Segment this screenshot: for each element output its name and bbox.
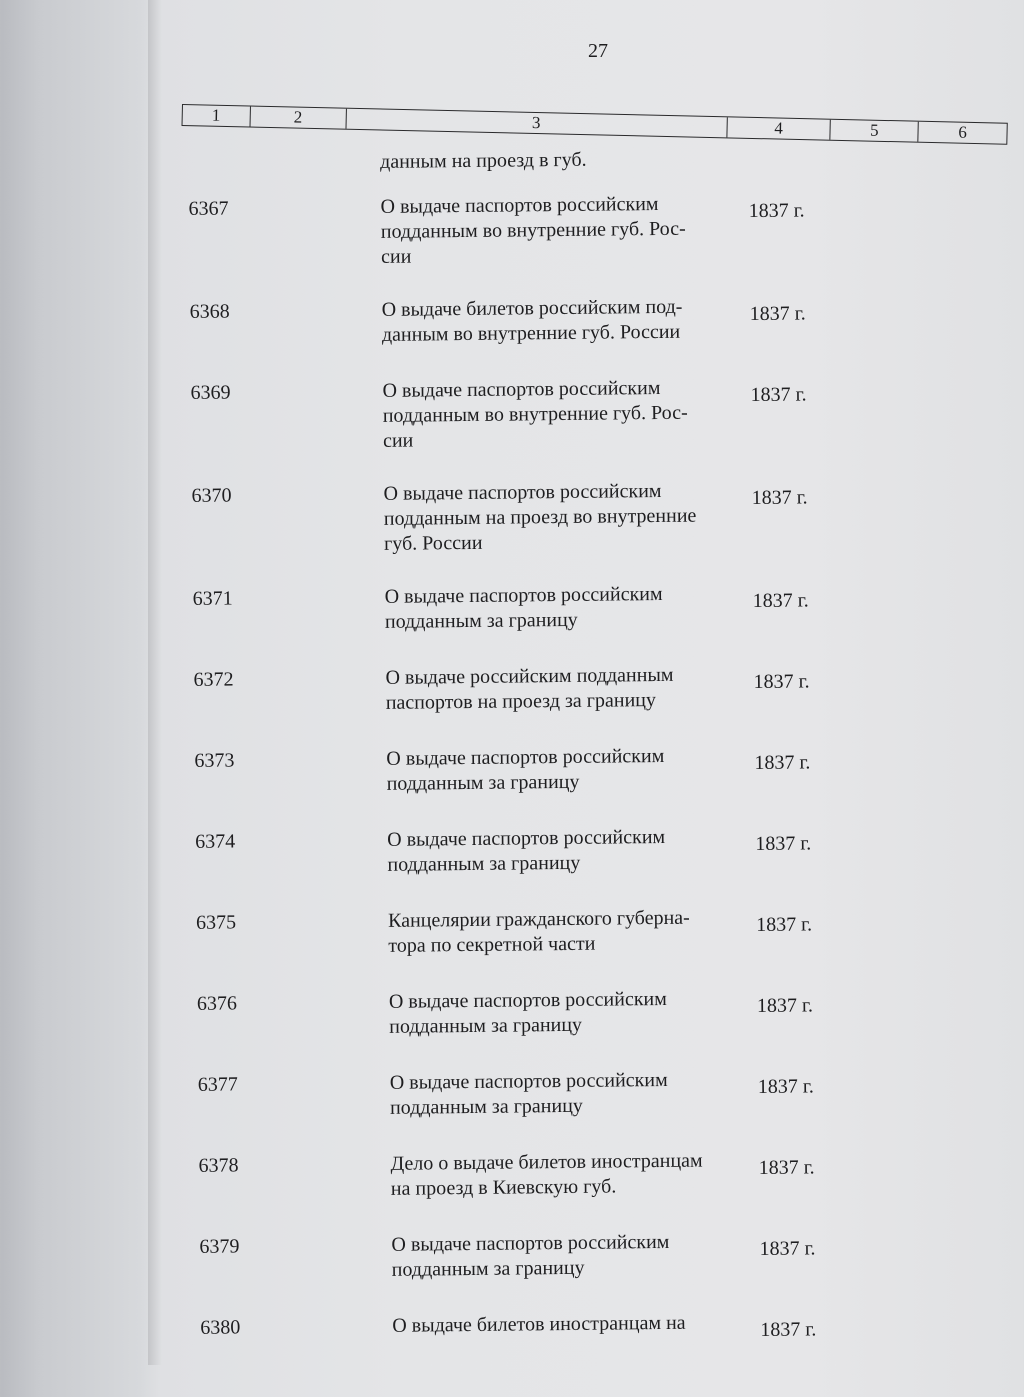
record-number: 6370	[191, 484, 232, 507]
record-title	[386, 743, 747, 828]
record-number: 6371	[192, 587, 233, 610]
record-row	[180, 189, 901, 300]
record-title	[383, 478, 744, 585]
record-number: 6374	[195, 830, 236, 853]
record-row	[182, 292, 903, 381]
record-title-line: О выдаче билетов иностранцам на	[392, 1311, 686, 1337]
record-title-line: О выдаче паспортов российским	[386, 744, 665, 770]
records-list	[180, 144, 913, 1396]
column-header-6: 6	[958, 122, 968, 142]
record-title	[385, 581, 746, 666]
column-header-5: 5	[831, 120, 919, 142]
record-row	[183, 476, 904, 587]
record-row	[190, 1065, 911, 1154]
record-row	[188, 903, 909, 992]
record-number: 6377	[197, 1073, 238, 1096]
record-date: 1837 г.	[759, 1237, 816, 1260]
record-title	[390, 1067, 751, 1152]
record-title-line: Дело о выдаче билетов иностранцам	[390, 1149, 703, 1175]
record-title	[380, 191, 741, 298]
record-title-line: О выдаче паспортов российским	[389, 1068, 668, 1094]
record-title-line: О выдаче паспортов российским	[383, 479, 662, 505]
record-title-line: подданным за границу	[391, 1256, 585, 1281]
record-title-line: подданным за границу	[389, 1094, 583, 1119]
record-title	[390, 1148, 751, 1233]
record-title-line: подданным за границу	[389, 1013, 583, 1038]
record-number: 6372	[193, 668, 234, 691]
record-date: 1837 г.	[752, 589, 809, 613]
page-binding-shadow	[148, 0, 162, 1365]
record-title-line: О выдаче паспортов российским	[388, 987, 667, 1013]
record-title-line: О выдаче билетов российским под-	[381, 295, 683, 321]
record-row	[182, 373, 903, 484]
record-row	[189, 984, 910, 1073]
continuation-text: данным на проезд в губ.	[379, 148, 587, 173]
record-title-line: подданным за границу	[386, 770, 580, 795]
record-title	[392, 1310, 753, 1395]
column-header-row	[182, 104, 1008, 145]
column-header-3: 3	[346, 109, 727, 138]
record-title-line: подданным во внутренние губ. Рос-	[382, 401, 688, 427]
record-number: 6378	[198, 1154, 239, 1177]
record-row	[192, 1308, 913, 1397]
record-title-line: подданным за границу	[384, 608, 578, 633]
record-number: 6375	[195, 911, 237, 934]
record-date: 1837 г.	[748, 199, 805, 223]
record-title-line: подданным за границу	[387, 851, 581, 876]
record-title-line: тора по секретной части	[388, 932, 596, 957]
record-row	[185, 579, 906, 668]
record-number: 6367	[188, 197, 229, 220]
record-title-line: подданным во внутренние губ. Рос-	[380, 217, 686, 243]
record-row	[185, 660, 906, 749]
record-title-line: на проезд в Киевскую губ.	[390, 1175, 617, 1200]
record-number: 6379	[199, 1235, 240, 1258]
record-number: 6376	[196, 992, 238, 1015]
column-header-4: 4	[727, 117, 831, 139]
record-title	[385, 662, 746, 747]
record-title	[391, 1229, 752, 1314]
record-title	[382, 375, 743, 482]
column-header-2: 2	[250, 107, 346, 129]
record-row	[187, 822, 908, 911]
record-title-line: О выдаче паспортов российским	[384, 582, 663, 608]
record-row	[191, 1227, 912, 1316]
record-title-line: губ. России	[383, 531, 483, 555]
record-title-line: паспортов на проезд за границу	[385, 689, 657, 714]
record-number: 6368	[189, 300, 230, 323]
record-title-line: О выдаче паспортов российским	[387, 825, 666, 851]
page-number: 27	[588, 40, 608, 62]
record-date: 1837 г.	[751, 486, 808, 510]
record-number: 6373	[194, 749, 235, 772]
record-title-line: сии	[380, 245, 412, 268]
record-title	[389, 986, 750, 1071]
record-date: 1837 г.	[749, 302, 806, 326]
record-date: 1837 г.	[755, 832, 812, 856]
record-number: 6369	[190, 381, 231, 404]
record-title	[388, 905, 749, 990]
record-title	[387, 824, 748, 909]
record-number: 6380	[200, 1316, 241, 1339]
record-title-line: данным во внутренние губ. России	[381, 320, 681, 346]
column-header-1: 1	[183, 105, 251, 127]
record-row	[186, 741, 907, 830]
record-row	[190, 1146, 911, 1235]
record-date: 1837 г.	[753, 670, 810, 694]
record-title-line: Канцелярии гражданского губерна-	[387, 906, 690, 932]
record-date: 1837 г.	[760, 1318, 817, 1341]
record-date: 1837 г.	[758, 1156, 815, 1179]
record-date: 1837 г.	[757, 1075, 814, 1098]
record-date: 1837 г.	[756, 994, 814, 1018]
record-date: 1837 г.	[756, 913, 813, 937]
record-title-line: О выдаче паспортов российским	[382, 376, 661, 402]
record-title-line: сии	[382, 429, 414, 452]
record-title-line: О выдаче паспортов российским	[391, 1230, 670, 1256]
record-title-line: подданным на проезд во внутренние	[383, 504, 697, 530]
record-date: 1837 г.	[754, 751, 811, 775]
record-date: 1837 г.	[750, 383, 807, 407]
record-title	[382, 294, 743, 379]
record-title-line: О выдаче паспортов российским	[380, 192, 659, 218]
record-title-line: О выдаче российским подданным	[385, 663, 674, 689]
